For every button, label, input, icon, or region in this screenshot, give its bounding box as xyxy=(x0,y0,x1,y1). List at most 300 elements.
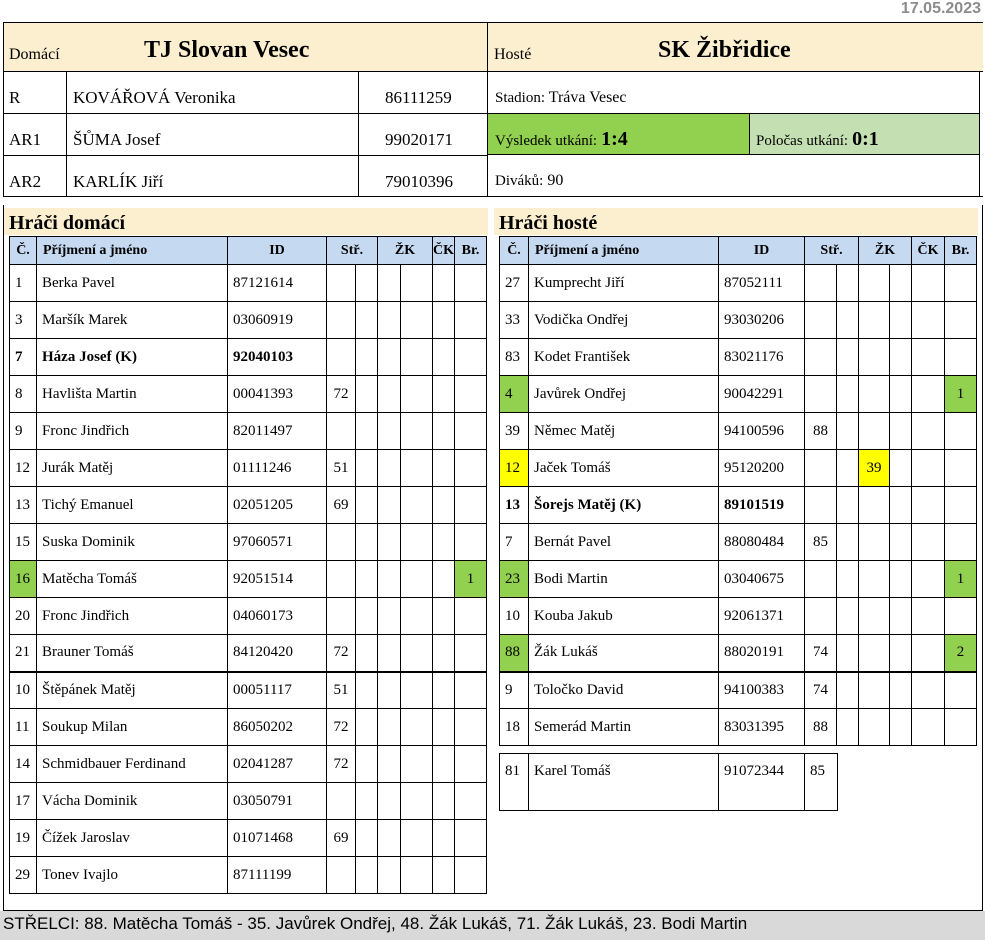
col-rc-header: ČK xyxy=(912,237,945,265)
player-goals xyxy=(455,709,487,746)
player-goals xyxy=(945,413,977,450)
player-yellow-card xyxy=(378,709,401,746)
table-row xyxy=(10,709,487,746)
player-sub-minute: 72 xyxy=(327,376,356,413)
player-num: 1 xyxy=(10,265,37,302)
col-goals-header: Br. xyxy=(945,237,977,265)
match-date: 17.05.2023 xyxy=(900,0,981,17)
spacer xyxy=(356,709,378,746)
spacer xyxy=(356,561,378,598)
player-id: 92061371 xyxy=(719,598,805,635)
player-red-card xyxy=(912,339,945,376)
player-num: 9 xyxy=(500,672,529,709)
player-num: 10 xyxy=(10,672,37,709)
player-name: Žák Lukáš xyxy=(529,635,719,672)
player-num: 88 xyxy=(500,635,529,672)
player-name: Bernát Pavel xyxy=(529,524,719,561)
spacer xyxy=(401,339,433,376)
player-id: 83021176 xyxy=(719,339,805,376)
spacer xyxy=(356,598,378,635)
player-red-card xyxy=(433,709,455,746)
col-sub-header: Stř. xyxy=(805,237,859,265)
player-yellow-card xyxy=(859,339,890,376)
spacer xyxy=(837,450,859,487)
table-row xyxy=(500,450,977,487)
spacer xyxy=(890,413,912,450)
player-goals xyxy=(455,820,487,857)
player-id: 03050791 xyxy=(228,783,327,820)
player-yellow-card xyxy=(378,265,401,302)
player-yellow-card xyxy=(378,524,401,561)
player-name: Kumprecht Jiří xyxy=(529,265,719,302)
referee-id-ar1: 99020171 xyxy=(358,113,488,156)
player-goals xyxy=(455,413,487,450)
spacer xyxy=(837,635,859,672)
player-goals: 2 xyxy=(945,635,977,672)
spacer xyxy=(837,672,859,709)
player-num: 20 xyxy=(10,598,37,635)
player-name: Havlišta Martin xyxy=(37,376,228,413)
player-red-card xyxy=(433,672,455,709)
player-red-card xyxy=(912,265,945,302)
spacer xyxy=(356,413,378,450)
player-red-card xyxy=(433,265,455,302)
player-yellow-card xyxy=(859,672,890,709)
referee-name-r: KOVÁŘOVÁ Veronika xyxy=(66,71,359,114)
referee-id-ar2: 79010396 xyxy=(358,155,488,197)
referee-role-ar2: AR2 xyxy=(3,155,67,197)
player-id: 00051117 xyxy=(228,672,327,709)
spacer xyxy=(890,672,912,709)
player-id: 03060919 xyxy=(228,302,327,339)
spacer xyxy=(356,746,378,783)
player-goals: 1 xyxy=(945,561,977,598)
player-name: Šorejs Matěj (K) xyxy=(529,487,719,524)
spacer xyxy=(401,265,433,302)
player-yellow-card xyxy=(378,635,401,672)
player-goals xyxy=(455,302,487,339)
table-row xyxy=(10,857,487,894)
player-yellow-card xyxy=(859,524,890,561)
player-id: 94100383 xyxy=(719,672,805,709)
player-name: Tonev Ivajlo xyxy=(37,857,228,894)
player-yellow-card: 39 xyxy=(859,450,890,487)
table-row xyxy=(10,783,487,820)
away-extra-table xyxy=(499,753,838,811)
player-yellow-card xyxy=(378,820,401,857)
scorers-line: STŘELCI: 88. Matěcha Tomáš - 35. Javůrek Ondřej, 48. Žák Lukáš, 71. Žák Lukáš, 23. Bodi Martin xyxy=(0,911,985,940)
col-goals-header: Br. xyxy=(455,237,487,265)
player-id: 03040675 xyxy=(719,561,805,598)
player-id: 01071468 xyxy=(228,820,327,857)
spacer xyxy=(837,413,859,450)
stadium-cell xyxy=(487,71,980,114)
player-sub-minute xyxy=(805,598,837,635)
player-name: Štěpánek Matěj xyxy=(37,672,228,709)
player-id: 01111246 xyxy=(228,450,327,487)
player-sub-minute: 69 xyxy=(327,487,356,524)
player-num: 4 xyxy=(500,376,529,413)
spacer xyxy=(401,598,433,635)
table-row xyxy=(10,746,487,783)
player-num: 7 xyxy=(500,524,529,561)
table-row xyxy=(10,561,487,598)
player-sub-minute xyxy=(327,857,356,894)
spacer xyxy=(356,450,378,487)
away-extra-row xyxy=(500,754,838,811)
player-num: 3 xyxy=(10,302,37,339)
player-goals xyxy=(455,376,487,413)
result-cell xyxy=(487,113,750,155)
player-num: 81 xyxy=(500,754,529,811)
player-yellow-card xyxy=(378,598,401,635)
table-row xyxy=(500,524,977,561)
player-yellow-card xyxy=(859,561,890,598)
spacer xyxy=(890,265,912,302)
player-red-card xyxy=(433,376,455,413)
col-yc-header: ŽK xyxy=(859,237,912,265)
player-yellow-card xyxy=(378,413,401,450)
spacer xyxy=(890,450,912,487)
player-id: 87121614 xyxy=(228,265,327,302)
spacer xyxy=(401,820,433,857)
table-row xyxy=(500,561,977,598)
player-name: Čížek Jaroslav xyxy=(37,820,228,857)
player-name: Soukup Milan xyxy=(37,709,228,746)
player-red-card xyxy=(912,561,945,598)
player-sub-minute: 51 xyxy=(327,672,356,709)
away-team-header xyxy=(487,22,983,72)
result-label: Výsledek utkání: xyxy=(495,133,598,149)
spacer xyxy=(890,339,912,376)
player-goals xyxy=(455,487,487,524)
table-row xyxy=(10,376,487,413)
spacer xyxy=(890,302,912,339)
col-yc-header: ŽK xyxy=(378,237,433,265)
table-row xyxy=(500,709,977,746)
player-goals xyxy=(945,487,977,524)
player-goals xyxy=(455,524,487,561)
spacer xyxy=(401,524,433,561)
player-yellow-card xyxy=(378,746,401,783)
stadium-label: Stadion: xyxy=(495,90,546,106)
player-goals xyxy=(455,598,487,635)
spacer xyxy=(890,635,912,672)
player-id: 84120420 xyxy=(228,635,327,672)
player-sub-minute xyxy=(805,339,837,376)
player-goals xyxy=(455,746,487,783)
spacer xyxy=(890,709,912,746)
player-name: Matěcha Tomáš xyxy=(37,561,228,598)
player-sub-minute: 85 xyxy=(805,524,837,561)
spacer xyxy=(890,376,912,413)
player-yellow-card xyxy=(378,302,401,339)
player-sub-minute xyxy=(327,561,356,598)
player-id: 02041287 xyxy=(228,746,327,783)
referee-role-r: R xyxy=(3,71,67,114)
player-num: 17 xyxy=(10,783,37,820)
player-num: 13 xyxy=(500,487,529,524)
spacer xyxy=(837,302,859,339)
col-sub-header: Stř. xyxy=(327,237,378,265)
player-num: 11 xyxy=(10,709,37,746)
player-goals xyxy=(945,339,977,376)
player-name: Němec Matěj xyxy=(529,413,719,450)
spacer xyxy=(890,561,912,598)
table-row xyxy=(500,635,977,672)
table-row xyxy=(10,820,487,857)
player-sub-minute xyxy=(327,783,356,820)
col-id-header: ID xyxy=(719,237,805,265)
player-id: 95120200 xyxy=(719,450,805,487)
halftime-value: 0:1 xyxy=(852,128,879,150)
player-goals xyxy=(455,635,487,672)
away-team-name: SK Žibřidice xyxy=(658,37,791,63)
player-num: 23 xyxy=(500,561,529,598)
spacer xyxy=(356,524,378,561)
player-name: Semerád Martin xyxy=(529,709,719,746)
player-sub-minute: 88 xyxy=(805,709,837,746)
player-name: Jaček Tomáš xyxy=(529,450,719,487)
player-yellow-card xyxy=(859,376,890,413)
referee-name-ar1: ŠŮMA Josef xyxy=(66,113,359,156)
table-row xyxy=(500,487,977,524)
player-num: 15 xyxy=(10,524,37,561)
home-team-header xyxy=(3,22,488,72)
spacer xyxy=(356,265,378,302)
spacer xyxy=(356,302,378,339)
spacer xyxy=(401,302,433,339)
player-red-card xyxy=(433,561,455,598)
player-name: Javůrek Ondřej xyxy=(529,376,719,413)
player-sub-minute xyxy=(805,265,837,302)
spacer xyxy=(401,376,433,413)
table-row xyxy=(10,413,487,450)
player-num: 83 xyxy=(500,339,529,376)
player-sub-minute: 72 xyxy=(327,746,356,783)
player-num: 33 xyxy=(500,302,529,339)
player-yellow-card xyxy=(378,339,401,376)
away-players-table xyxy=(499,236,977,746)
player-yellow-card xyxy=(378,376,401,413)
spacer xyxy=(401,635,433,672)
player-name: Toločko David xyxy=(529,672,719,709)
player-goals xyxy=(945,672,977,709)
table-row xyxy=(500,265,977,302)
player-goals xyxy=(455,672,487,709)
player-num: 27 xyxy=(500,265,529,302)
player-red-card xyxy=(912,709,945,746)
player-name: Vácha Dominik xyxy=(37,783,228,820)
player-red-card xyxy=(912,450,945,487)
home-players-table xyxy=(9,236,487,894)
spacer xyxy=(356,783,378,820)
player-goals xyxy=(945,524,977,561)
player-sub-minute: 74 xyxy=(805,672,837,709)
player-name: Vodička Ondřej xyxy=(529,302,719,339)
player-num: 7 xyxy=(10,339,37,376)
player-sub-minute xyxy=(327,339,356,376)
player-yellow-card xyxy=(859,265,890,302)
player-id: 92051514 xyxy=(228,561,327,598)
spacer xyxy=(401,857,433,894)
spacer xyxy=(837,376,859,413)
table-row xyxy=(10,487,487,524)
player-name: Kodet František xyxy=(529,339,719,376)
table-row xyxy=(10,524,487,561)
player-name: Schmidbauer Ferdinand xyxy=(37,746,228,783)
player-goals: 1 xyxy=(455,561,487,598)
table-row xyxy=(500,302,977,339)
spacer xyxy=(356,672,378,709)
player-yellow-card xyxy=(859,635,890,672)
away-table-header xyxy=(500,237,977,265)
player-num: 8 xyxy=(10,376,37,413)
table-row xyxy=(500,672,977,709)
player-yellow-card xyxy=(378,450,401,487)
spacer xyxy=(401,746,433,783)
player-name: Fronc Jindřich xyxy=(37,413,228,450)
player-num: 29 xyxy=(10,857,37,894)
home-team-name: TJ Slovan Vesec xyxy=(144,37,310,63)
player-red-card xyxy=(433,857,455,894)
player-yellow-card xyxy=(859,302,890,339)
player-red-card xyxy=(433,524,455,561)
col-name-header: Příjmení a jméno xyxy=(529,237,719,265)
spacer xyxy=(837,598,859,635)
player-id: 94100596 xyxy=(719,413,805,450)
player-id: 92040103 xyxy=(228,339,327,376)
table-row xyxy=(10,302,487,339)
player-id: 04060173 xyxy=(228,598,327,635)
player-id: 87111199 xyxy=(228,857,327,894)
player-red-card xyxy=(433,820,455,857)
player-goals xyxy=(455,265,487,302)
player-id: 86050202 xyxy=(228,709,327,746)
player-goals xyxy=(455,857,487,894)
halftime-label: Poločas utkání: xyxy=(756,133,849,149)
player-num: 9 xyxy=(10,413,37,450)
player-name: Bodi Martin xyxy=(529,561,719,598)
player-red-card xyxy=(912,376,945,413)
player-id: 97060571 xyxy=(228,524,327,561)
player-sub-minute xyxy=(327,598,356,635)
table-row xyxy=(500,339,977,376)
referee-role-ar1: AR1 xyxy=(3,113,67,156)
table-row xyxy=(10,265,487,302)
player-red-card xyxy=(433,450,455,487)
player-sub-minute: 88 xyxy=(805,413,837,450)
spacer xyxy=(401,487,433,524)
spacer xyxy=(401,783,433,820)
player-red-card xyxy=(433,339,455,376)
referee-name-ar2: KARLÍK Jiří xyxy=(66,155,359,197)
player-sub-minute xyxy=(327,265,356,302)
player-yellow-card xyxy=(378,672,401,709)
spacer xyxy=(401,561,433,598)
spectators-cell xyxy=(487,154,980,197)
player-goals xyxy=(945,265,977,302)
player-id: 89101519 xyxy=(719,487,805,524)
spectators-value: 90 xyxy=(547,172,564,189)
spacer xyxy=(356,339,378,376)
player-yellow-card xyxy=(378,783,401,820)
player-id: 83031395 xyxy=(719,709,805,746)
spectators-label: Diváků: xyxy=(495,173,544,189)
spacer xyxy=(890,598,912,635)
player-id: 87052111 xyxy=(719,265,805,302)
player-goals xyxy=(455,783,487,820)
spacer xyxy=(837,709,859,746)
player-yellow-card xyxy=(859,709,890,746)
player-id: 90042291 xyxy=(719,376,805,413)
col-name-header: Příjmení a jméno xyxy=(37,237,228,265)
player-red-card xyxy=(912,672,945,709)
spacer xyxy=(890,487,912,524)
player-sub-minute xyxy=(805,561,837,598)
player-red-card xyxy=(433,635,455,672)
player-num: 13 xyxy=(10,487,37,524)
player-yellow-card xyxy=(859,487,890,524)
player-name: Tichý Emanuel xyxy=(37,487,228,524)
player-name: Maršík Marek xyxy=(37,302,228,339)
player-num: 18 xyxy=(500,709,529,746)
player-red-card xyxy=(912,302,945,339)
spacer xyxy=(837,265,859,302)
player-name: Karel Tomáš xyxy=(529,754,719,811)
player-red-card xyxy=(433,783,455,820)
player-id: 02051205 xyxy=(228,487,327,524)
player-num: 10 xyxy=(500,598,529,635)
away-section-title: Hráči hosté xyxy=(494,208,978,235)
spacer xyxy=(401,709,433,746)
player-id: 00041393 xyxy=(228,376,327,413)
spacer xyxy=(837,487,859,524)
player-yellow-card xyxy=(378,857,401,894)
player-red-card xyxy=(433,598,455,635)
col-num-header: Č. xyxy=(10,237,37,265)
player-sub-minute: 74 xyxy=(805,635,837,672)
spacer xyxy=(356,820,378,857)
player-sub-minute xyxy=(327,524,356,561)
player-num: 16 xyxy=(10,561,37,598)
player-goals xyxy=(945,302,977,339)
spacer xyxy=(356,635,378,672)
player-red-card xyxy=(912,524,945,561)
spacer xyxy=(837,524,859,561)
table-row xyxy=(10,450,487,487)
spacer xyxy=(890,524,912,561)
player-sub-minute xyxy=(805,302,837,339)
player-name: Jurák Matěj xyxy=(37,450,228,487)
player-id: 91072344 xyxy=(719,754,805,811)
player-sub-minute: 51 xyxy=(327,450,356,487)
home-label: Domácí xyxy=(9,46,60,63)
player-num: 39 xyxy=(500,413,529,450)
player-yellow-card xyxy=(859,598,890,635)
spacer xyxy=(356,487,378,524)
player-goals xyxy=(455,339,487,376)
player-name: Berka Pavel xyxy=(37,265,228,302)
player-id: 88020191 xyxy=(719,635,805,672)
player-num: 21 xyxy=(10,635,37,672)
home-table-header xyxy=(10,237,487,265)
player-sub: 85 xyxy=(805,754,838,811)
player-name: Háza Josef (K) xyxy=(37,339,228,376)
table-row xyxy=(10,339,487,376)
player-yellow-card xyxy=(859,413,890,450)
player-name: Brauner Tomáš xyxy=(37,635,228,672)
